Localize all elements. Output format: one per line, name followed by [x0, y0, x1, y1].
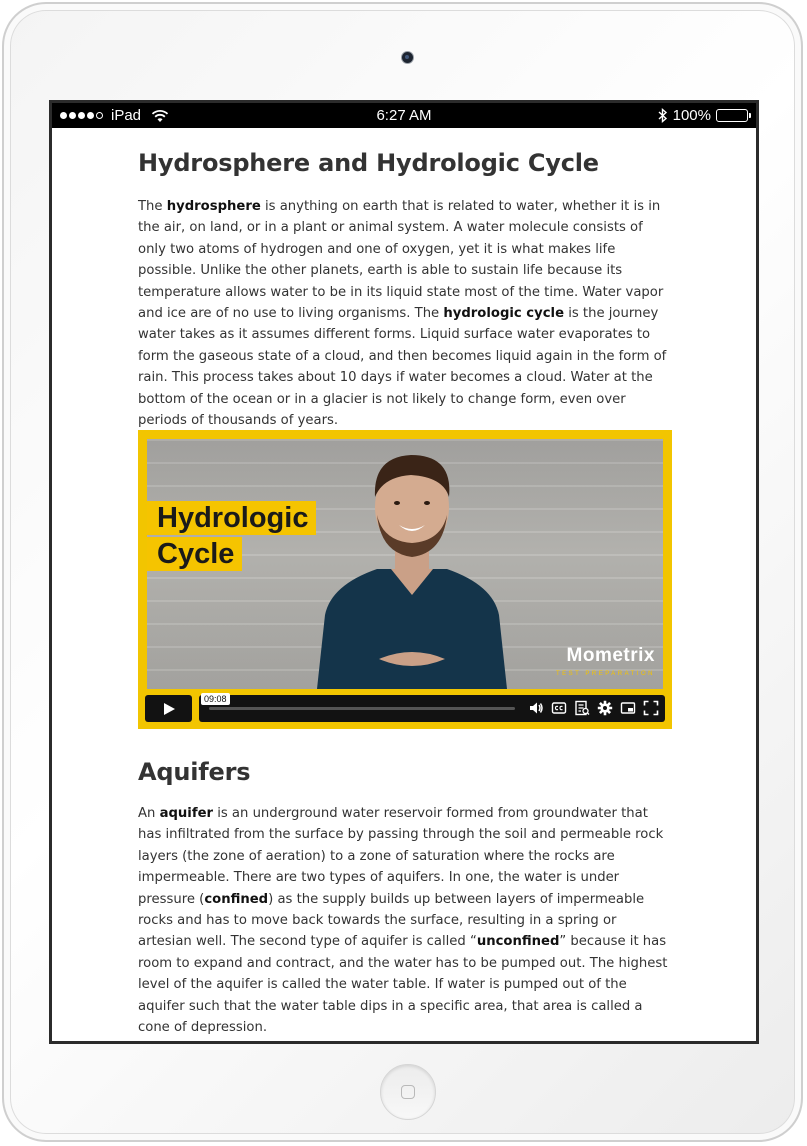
- text-run: ” because it has room to expand and contract, and the water has to be pumped out. The highest level of the aquifer is called the water table. If water is pumped out of the aquifer such that the water table dips in a specific area, that area is called a cone of depression.: [138, 934, 668, 1036]
- picture-in-picture-icon[interactable]: [620, 700, 636, 716]
- video-title-card: [147, 501, 316, 573]
- section-heading-aquifers: Aquifers: [138, 758, 251, 786]
- text-run: The: [138, 199, 167, 214]
- text-run: is the journey water takes as it assumes different forms. Liquid surface water evaporates to form the gaseous state of a cloud, and then becomes liquid again in the form of rain. This process takes about 10 days if water becomes a cloud. Water at the bottom of the ocean or in a glacier is not likely to change form, even over periods of thousands of years.: [138, 306, 667, 429]
- presenter-image: [307, 445, 517, 689]
- wifi-icon: [151, 109, 169, 123]
- ipad-screen: [49, 100, 759, 1044]
- captions-icon[interactable]: [551, 700, 567, 716]
- carrier-label: iPad: [111, 107, 142, 124]
- volume-icon[interactable]: [528, 700, 544, 716]
- text-run: is an underground water reservoir formed from groundwater that has infiltrated from the surface by passing through the soil and permeable rock layers (the zone of aeration) to a zone of saturation where the rocks are impermeable. There are two types of aquifers. In one, the water is under pressure (: [138, 806, 664, 907]
- term-hydrosphere: hydrosphere: [166, 199, 261, 214]
- front-camera: [401, 51, 414, 64]
- term-unconfined: unconfined: [476, 934, 560, 950]
- status-time: 6:27 AM: [376, 107, 432, 124]
- video-thumbnail[interactable]: [147, 439, 663, 689]
- status-bar: [52, 103, 756, 128]
- home-button[interactable]: [380, 1064, 436, 1120]
- term-hydrologic-cycle: hydrologic cycle: [443, 306, 565, 322]
- section-heading-hydrosphere: Hydrosphere and Hydrologic Cycle: [138, 149, 599, 177]
- play-icon: [162, 702, 176, 716]
- brand-name: Mometrix: [566, 645, 655, 666]
- text-run: ) as the supply builds up between layers of impermeable rocks and has to move back towards the surface, resulting in a spring or artesian well. The second type of aquifer is called “: [138, 891, 645, 950]
- video-progress-bar[interactable]: [204, 694, 515, 710]
- video-player[interactable]: [138, 430, 672, 729]
- fullscreen-icon[interactable]: [643, 700, 659, 716]
- paragraph-aquifers: [138, 803, 674, 1038]
- bluetooth-icon: [658, 108, 668, 123]
- term-aquifer: aquifer: [159, 806, 214, 821]
- battery-percent: 100%: [672, 107, 711, 124]
- battery-icon: [716, 109, 748, 122]
- brand-subtitle: TEST PREPARATION: [555, 671, 655, 677]
- video-duration: 09:08: [201, 693, 230, 705]
- text-run: An: [138, 806, 160, 821]
- transcript-icon[interactable]: [574, 700, 590, 716]
- video-title-line-1: Hydrologic: [147, 501, 316, 535]
- video-controls-bar: [199, 695, 665, 722]
- paragraph-hydrosphere: [138, 196, 674, 431]
- signal-dots-icon: [60, 112, 103, 119]
- gear-icon[interactable]: [597, 700, 613, 716]
- mometrix-logo: [556, 647, 655, 683]
- text-run: is anything on earth that is related to water, whether it is in the air, on land, or in a plant or animal system. A water molecule consists of only two atoms of hydrogen and one of oxygen, yet it is what makes life possible. Unlike the other planets, earth is able to sustain life because its temperature allows water to be in its liquid state most of the time. Water vapor and ice are of no use to living organisms. The: [138, 199, 664, 322]
- play-button[interactable]: [145, 695, 192, 722]
- video-title-line-2: Cycle: [147, 537, 242, 571]
- term-confined: confined: [204, 891, 269, 907]
